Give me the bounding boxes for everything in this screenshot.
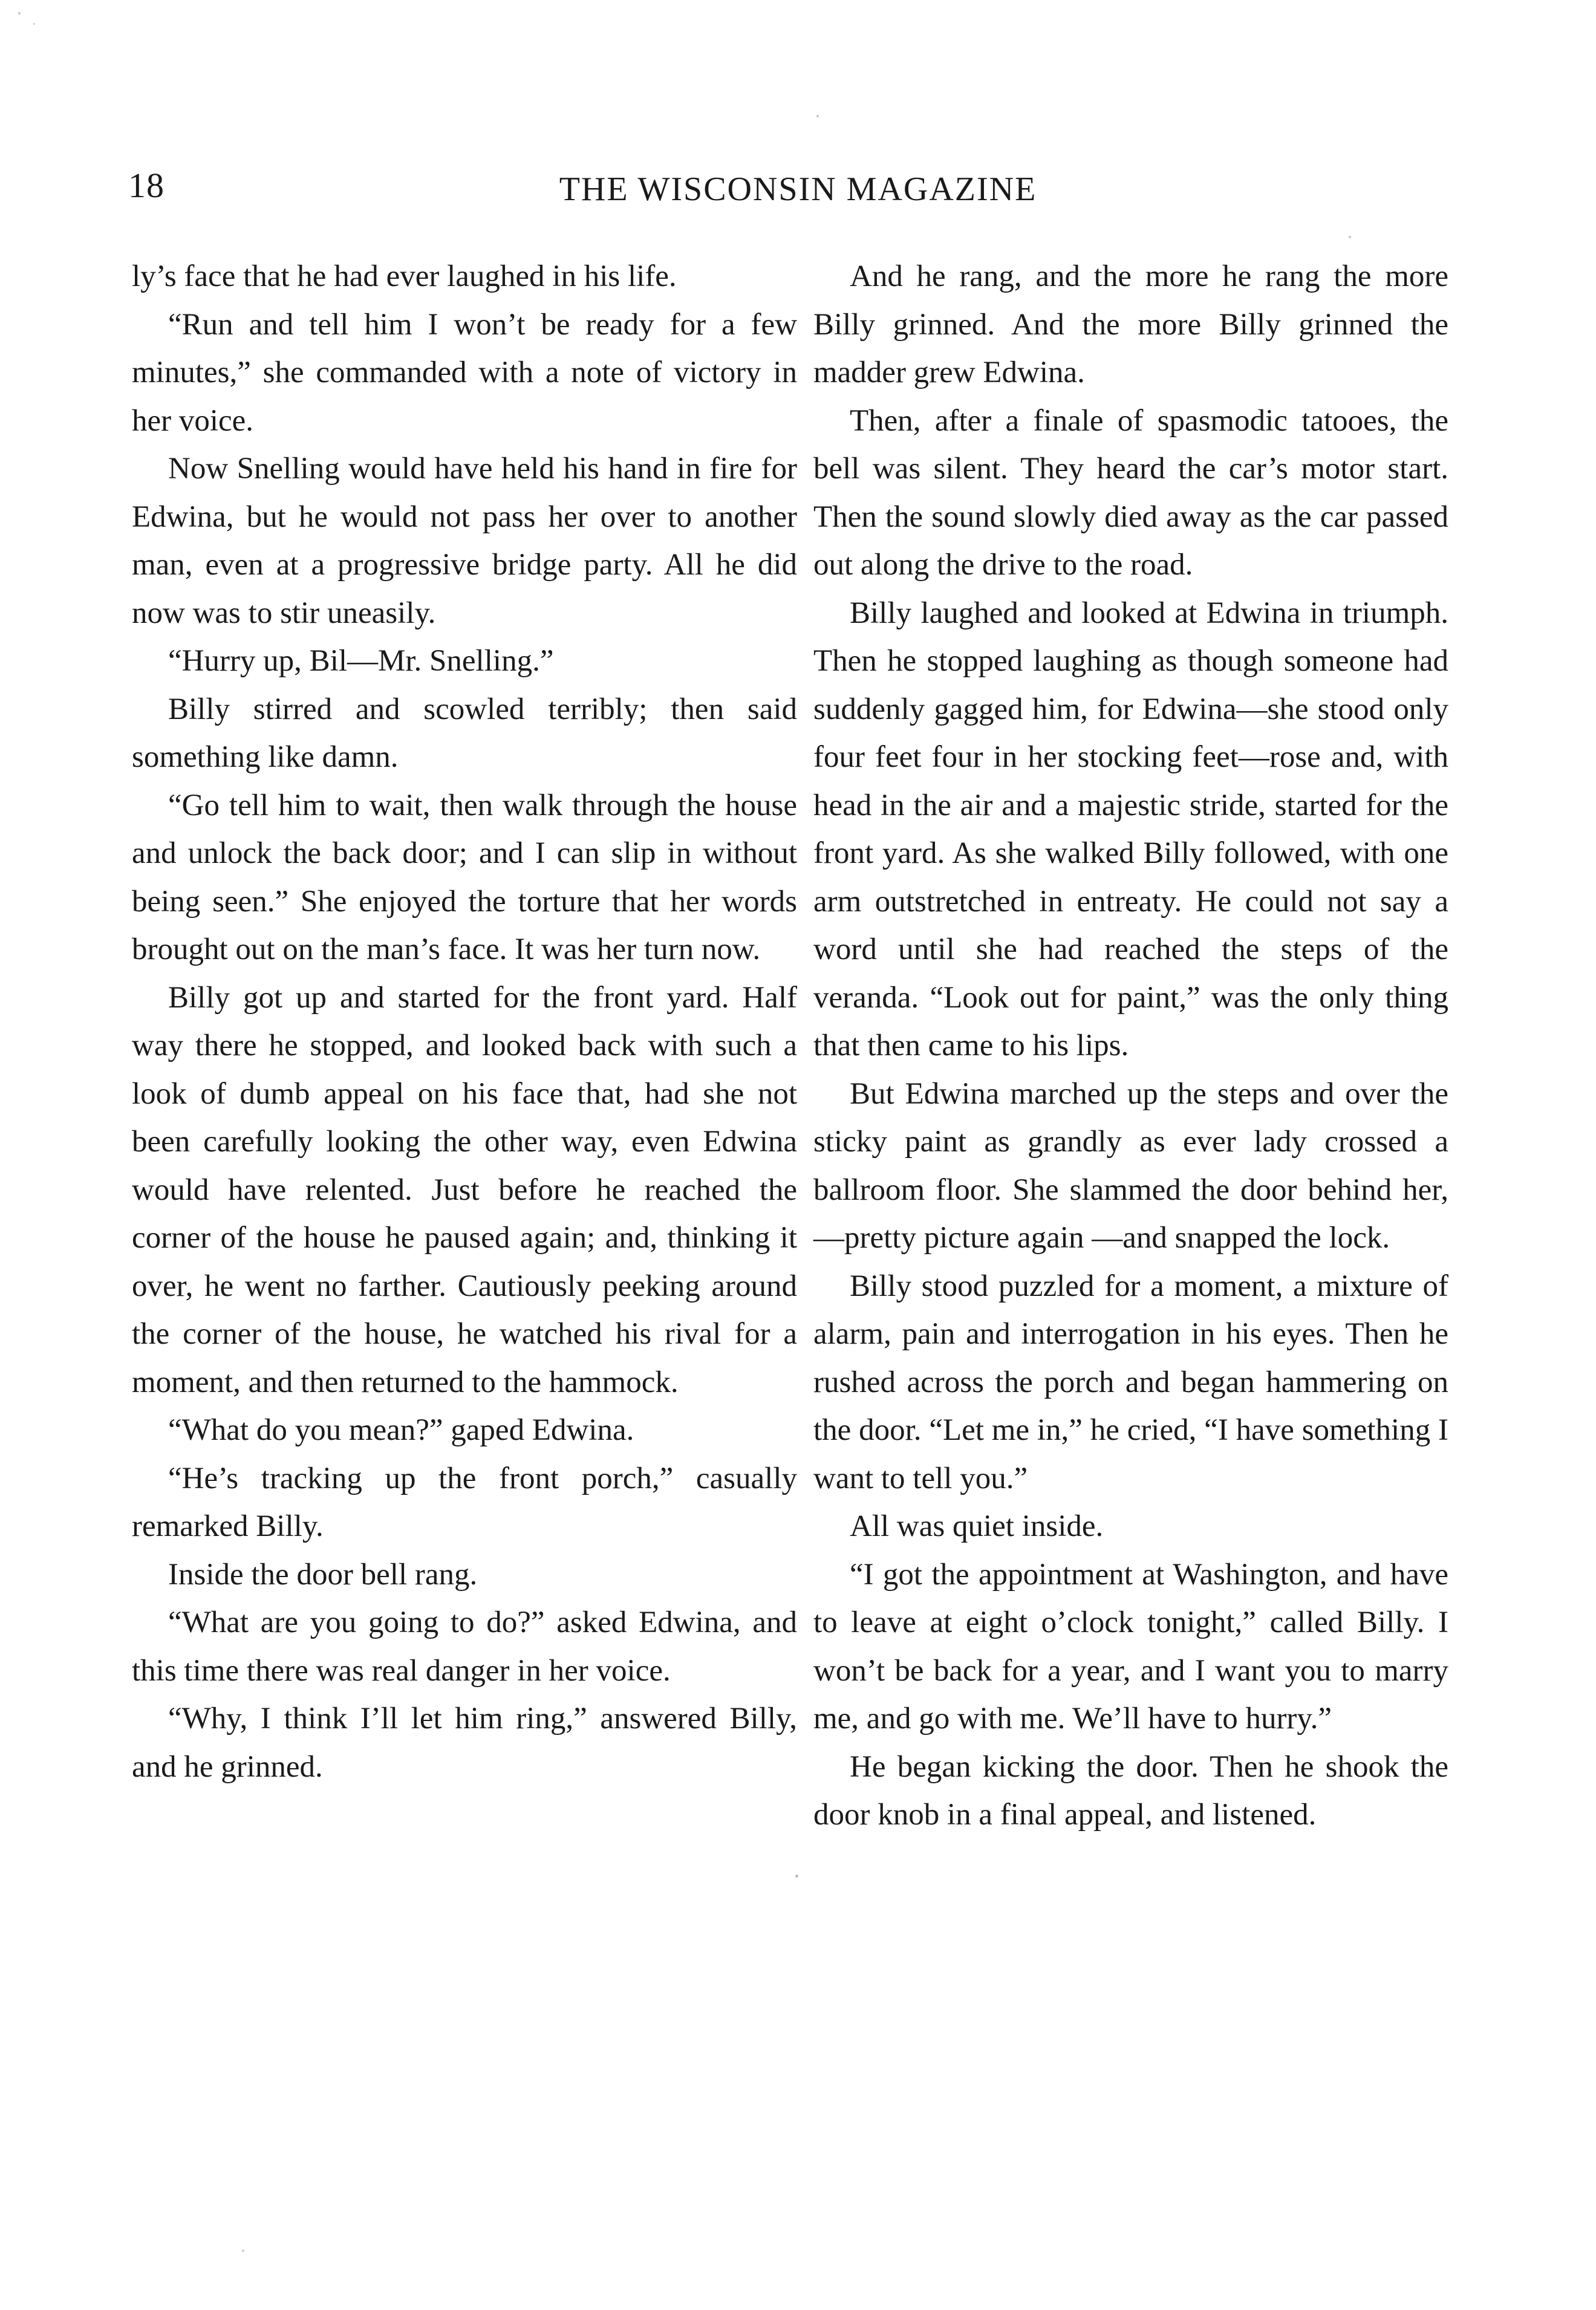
paragraph: He began kicking the door. Then he shook the door knob in a final appeal, and listened.: [813, 1749, 1448, 1832]
paragraph: Now Snelling would have held his hand in fire for Edwina, but he would not pass her over to another man, even at a progressive bridge party. All he did now was to stir uneasily.: [132, 452, 797, 630]
paragraph: “I got the appointment at Washington, and have to leave at eight o’clock tonight,” called Billy. I won’t be back for a year, and I want you to marry me, and go with me. We’ll have to hurry.”: [813, 1557, 1448, 1736]
page-number: 18: [128, 166, 164, 205]
paragraph: But Edwina marched up the steps and over the sticky paint as grandly as ever lady crossed a ballroom floor. She slammed the door behind her,—pretty picture again —and snapped the lock.: [813, 1076, 1448, 1255]
paragraph: “Go tell him to wait, then walk through the house and unlock the back door; and I can slip in without being seen.” She enjoyed the torture that her words brought out on the man’s face. It was her turn now.: [132, 788, 797, 966]
paragraph: “He’s tracking up the front porch,” casually remarked Billy.: [132, 1461, 797, 1543]
paragraph: Billy stood puzzled for a moment, a mixture of alarm, pain and interrogation in his eyes. Then he rushed across the porch and began hammering on the door. “Let me in,” he cried, “I have something I want to tell you.”: [813, 1269, 1448, 1495]
scan-speck: [33, 23, 35, 25]
paragraph: Inside the door bell rang.: [168, 1557, 478, 1592]
paragraph: Billy got up and started for the front yard. Half way there he stopped, and looked back with such a look of dumb appeal on his face that, had she not been carefully looking the other way, even Edwina would have relented. Just before he reached the corner of the house he paused again; and, thinking it over, he went no farther. Cautiously peeking around the corner of the house, he watched his rival for a moment, and then returned to the hammock.: [132, 980, 797, 1399]
scan-speck: [1349, 236, 1351, 238]
paragraph: “What are you going to do?” asked Edwina, and this time there was real danger in her voice.: [132, 1606, 797, 1688]
left-column: [132, 253, 797, 1791]
scan-speck: [816, 115, 819, 117]
paragraph: All was quiet inside.: [850, 1509, 1104, 1543]
paragraph: “Why, I think I’ll let him ring,” answered Billy, and he grinned.: [132, 1702, 797, 1784]
right-column: [813, 253, 1448, 1840]
paragraph: ly’s face that he had ever laughed in his life.: [132, 259, 677, 293]
paragraph: Then, after a finale of spasmodic tatooes, the bell was silent. They heard the car’s motor start. Then the sound slowly died away as the car passed out along the drive to the road.: [813, 403, 1448, 582]
paragraph: And he rang, and the more he rang the more Billy grinned. And the more Billy grinned the madder grew Edwina.: [813, 259, 1448, 389]
paragraph: Billy stirred and scowled terribly; then said something like damn.: [132, 692, 797, 774]
paragraph: Billy laughed and looked at Edwina in triumph. Then he stopped laughing as though someone had suddenly gagged him, for Edwina—she stood only four feet four in her stocking feet—rose and, with head in the air and a majestic stride, started for the front yard. As she walked Billy followed, with one arm outstretched in entreaty. He could not say a word until she had reached the steps of the veranda. “Look out for paint,” was the only thing that then came to his lips.: [813, 596, 1448, 1062]
paragraph: “Run and tell him I won’t be ready for a few minutes,” she commanded with a note of victory in her voice.: [132, 307, 797, 438]
paragraph: “Hurry up, Bil—Mr. Snelling.”: [168, 644, 554, 678]
paragraph: “What do you mean?” gaped Edwina.: [168, 1413, 634, 1447]
scan-speck: [795, 1875, 798, 1878]
scan-speck: [18, 12, 21, 15]
scan-speck: [242, 2250, 244, 2252]
running-title: THE WISCONSIN MAGAZINE: [559, 171, 1037, 208]
